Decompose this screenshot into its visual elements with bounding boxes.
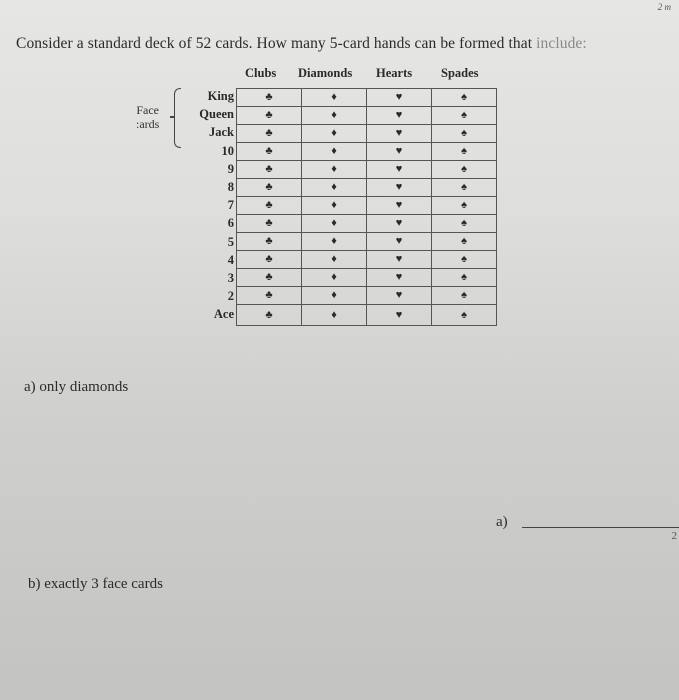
suit-cell-diamonds: ♦: [302, 197, 367, 215]
rank-label: 8: [227, 180, 234, 194]
suit-cell-spades: ♠: [432, 233, 497, 251]
suit-cell-hearts: ♥: [367, 287, 432, 305]
suit-cell-clubs: ♣: [237, 197, 302, 215]
grid-row: [237, 233, 497, 251]
grid-row: [237, 161, 497, 179]
suit-cell-clubs: ♣: [237, 161, 302, 179]
suit-cell-spades: ♠: [432, 107, 497, 125]
card-grid: [236, 88, 497, 326]
rank-label: 7: [227, 198, 234, 213]
suit-cell-diamonds: ♦: [302, 305, 367, 326]
suit-cell-hearts: ♥: [367, 251, 432, 269]
suit-cell-diamonds: ♦: [302, 287, 367, 305]
part-b-prompt: b) exactly 3 face cards: [28, 576, 163, 592]
rank-label: 6: [227, 216, 234, 231]
brace-tip: [170, 116, 175, 118]
grid-row: [237, 179, 497, 197]
suit-cell-hearts: ♥: [367, 215, 432, 233]
suit-cell-spades: ♠: [432, 89, 497, 107]
grid-row: [237, 197, 497, 215]
suit-cell-spades: ♠: [432, 179, 497, 197]
suit-cell-spades: ♠: [432, 215, 497, 233]
suit-cell-clubs: ♣: [237, 305, 302, 326]
suit-cell-hearts: ♥: [367, 161, 432, 179]
answer-label-a: a): [496, 514, 508, 530]
suit-cell-diamonds: ♦: [302, 89, 367, 107]
question-main: Consider a standard deck of 52 cards. How many 5-card hands can be formed that: [16, 35, 537, 52]
grid-row: [237, 305, 497, 326]
suit-cell-clubs: ♣: [237, 125, 302, 143]
suit-cell-hearts: ♥: [367, 179, 432, 197]
question-faded: include:: [536, 35, 587, 52]
suit-cell-spades: ♠: [432, 269, 497, 287]
suit-cell-spades: ♠: [432, 125, 497, 143]
suit-cell-clubs: ♣: [237, 179, 302, 197]
face-cards-label: [136, 103, 159, 131]
suit-cell-clubs: ♣: [237, 233, 302, 251]
suit-cell-diamonds: ♦: [302, 143, 367, 161]
question-text: [16, 35, 587, 53]
suit-cell-clubs: ♣: [237, 251, 302, 269]
suit-cell-diamonds: ♦: [302, 161, 367, 179]
suit-cell-clubs: ♣: [237, 215, 302, 233]
rank-label: Jack: [209, 125, 234, 140]
suit-cell-clubs: ♣: [237, 89, 302, 107]
grid-row: [237, 287, 497, 305]
suit-cell-hearts: ♥: [367, 143, 432, 161]
rank-label: 4: [227, 252, 234, 267]
suit-cell-clubs: ♣: [237, 269, 302, 287]
face-label-line2: :ards: [136, 117, 160, 131]
suit-cell-spades: ♠: [432, 143, 497, 161]
suit-cell-spades: ♠: [432, 251, 497, 269]
suit-header-diamonds: Diamonds: [298, 66, 353, 80]
suit-cell-clubs: ♣: [237, 287, 302, 305]
suit-header-hearts: Hearts: [376, 66, 413, 80]
grid-row: [237, 107, 497, 125]
rank-label: 10: [221, 143, 234, 158]
face-label-line1: Face: [136, 103, 159, 117]
suit-cell-hearts: ♥: [367, 107, 432, 125]
grid-row: [237, 89, 497, 107]
suit-header-clubs: Clubs: [245, 66, 277, 80]
grid-row: [237, 215, 497, 233]
suit-cell-spades: ♠: [432, 287, 497, 305]
answer-line-a: [522, 527, 679, 528]
suit-cell-hearts: ♥: [367, 125, 432, 143]
page-corner-mark: 2 m: [657, 2, 671, 12]
grid-row: [237, 251, 497, 269]
suit-cell-hearts: ♥: [367, 197, 432, 215]
rank-label: King: [207, 89, 234, 103]
suit-cell-hearts: ♥: [367, 233, 432, 251]
suit-cell-hearts: ♥: [367, 305, 432, 326]
suit-cell-diamonds: ♦: [302, 215, 367, 233]
grid-row: [237, 269, 497, 287]
suit-cell-diamonds: ♦: [302, 233, 367, 251]
suit-header-spades: Spades: [441, 66, 479, 80]
suit-cell-hearts: ♥: [367, 269, 432, 287]
rank-label: 2: [227, 289, 234, 304]
suit-cell-spades: ♠: [432, 305, 497, 326]
grid-row: [237, 143, 497, 161]
suit-cell-diamonds: ♦: [302, 125, 367, 143]
rank-label: 9: [227, 161, 234, 176]
rank-label: 3: [227, 271, 234, 285]
edge-mark: 2: [671, 530, 677, 542]
rank-label: Ace: [213, 307, 234, 322]
suit-cell-hearts: ♥: [367, 89, 432, 107]
rank-label: 5: [227, 234, 234, 249]
suit-cell-clubs: ♣: [237, 143, 302, 161]
suit-cell-diamonds: ♦: [302, 179, 367, 197]
rank-label: Queen: [199, 107, 234, 122]
suit-cell-spades: ♠: [432, 197, 497, 215]
suit-cell-diamonds: ♦: [302, 251, 367, 269]
suit-cell-clubs: ♣: [237, 107, 302, 125]
suit-cell-diamonds: ♦: [302, 107, 367, 125]
grid-row: [237, 125, 497, 143]
suit-cell-spades: ♠: [432, 161, 497, 179]
part-a-prompt: a) only diamonds: [24, 379, 129, 395]
suit-cell-diamonds: ♦: [302, 269, 367, 287]
